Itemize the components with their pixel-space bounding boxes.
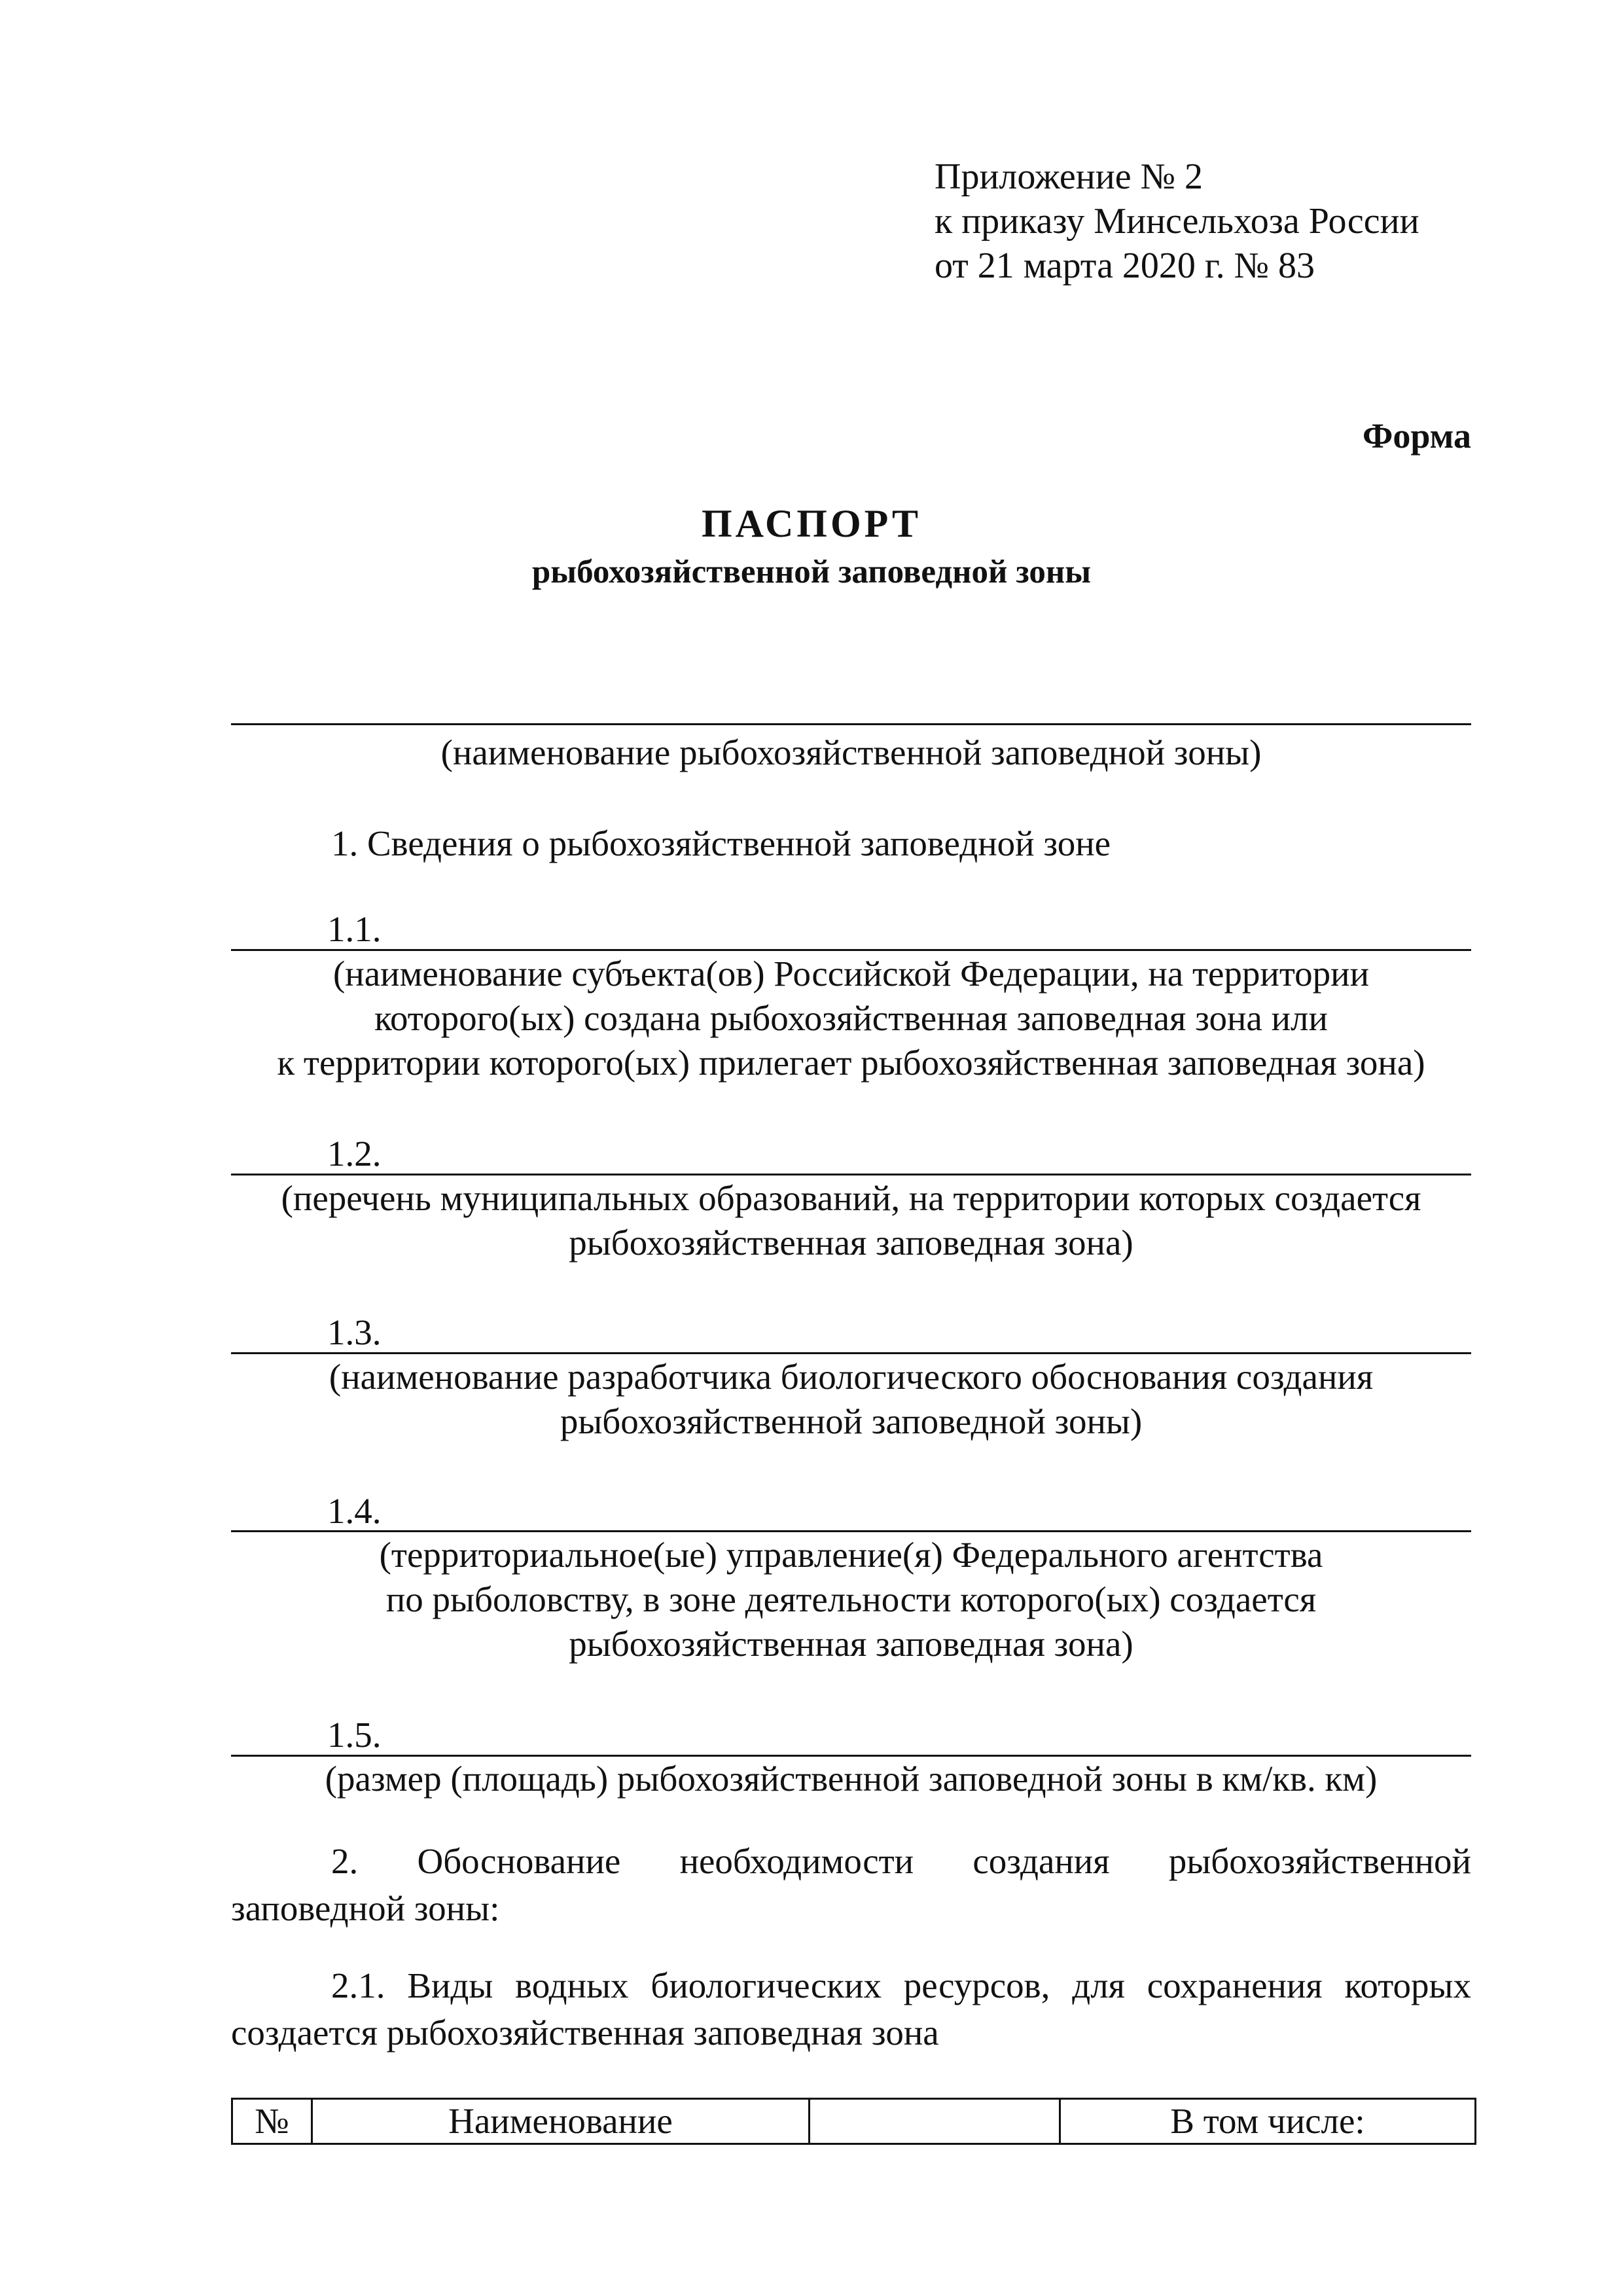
- zone-name-field-line[interactable]: [231, 723, 1471, 725]
- annex-number: Приложение № 2: [935, 156, 1203, 197]
- table-header-including: В том числе:: [1060, 2099, 1476, 2144]
- item-1-3-number: 1.3.: [327, 1312, 382, 1352]
- section-2-paragraph: 2. Обоснование необходимости создания рыбохозяйственной заповедной зоны:: [231, 1841, 1471, 1928]
- item-1-1-field-line[interactable]: [231, 949, 1471, 951]
- resources-table: [231, 2098, 1476, 2145]
- table-header-row: [232, 2099, 1476, 2144]
- item-1-4-caption: (территориальное(ые) управление(я) Федерального агентства по рыболовству, в зоне деятельности которого(ых) создается рыбохозяйственная заповедная зона): [379, 1535, 1323, 1664]
- item-1-1-caption: (наименование субъекта(ов) Российской Федерации, на территории которого(ых) создана рыбохозяйственная заповедная зона или к территории которого(ых) прилегает рыбохозяйственная заповедная зона): [277, 954, 1425, 1083]
- zone-name-caption: (наименование рыбохозяйственной заповедной зоны): [440, 732, 1262, 772]
- item-1-3-field-line[interactable]: [231, 1352, 1471, 1354]
- annex-order-ref: к приказу Минсельхоза России: [935, 201, 1419, 242]
- document-title: ПАСПОРТ: [701, 502, 922, 545]
- annex-order-date: от 21 марта 2020 г. № 83: [935, 245, 1315, 286]
- item-1-2-caption: (перечень муниципальных образований, на территории которых создается рыбохозяйственная заповедная зона): [281, 1178, 1421, 1263]
- section-1-heading: 1. Сведения о рыбохозяйственной заповедной зоне: [331, 823, 1111, 863]
- section-2-1-paragraph: 2.1. Виды водных биологических ресурсов, для сохранения которых создается рыбохозяйственная заповедная зона: [231, 1965, 1471, 2053]
- table-header-number: №: [232, 2099, 312, 2144]
- item-1-2-number: 1.2.: [327, 1134, 382, 1174]
- document-subtitle: рыбохозяйственной заповедной зоны: [531, 554, 1092, 590]
- table-header-empty: [810, 2099, 1060, 2144]
- annex-block: [935, 154, 1419, 288]
- item-1-5-number: 1.5.: [327, 1715, 382, 1755]
- table-header-name: Наименование: [312, 2099, 810, 2144]
- item-1-3-caption: (наименование разработчика биологического обоснования создания рыбохозяйственной заповедной зоны): [329, 1357, 1374, 1441]
- item-1-2-field-line[interactable]: [231, 1174, 1471, 1175]
- item-1-4-number: 1.4.: [327, 1491, 382, 1531]
- item-1-1-number: 1.1.: [327, 909, 382, 949]
- item-1-5-caption: (размер (площадь) рыбохозяйственной заповедной зоны в км/кв. км): [325, 1759, 1378, 1799]
- form-label: Форма: [1362, 416, 1471, 456]
- item-1-4-field-line[interactable]: [231, 1530, 1471, 1532]
